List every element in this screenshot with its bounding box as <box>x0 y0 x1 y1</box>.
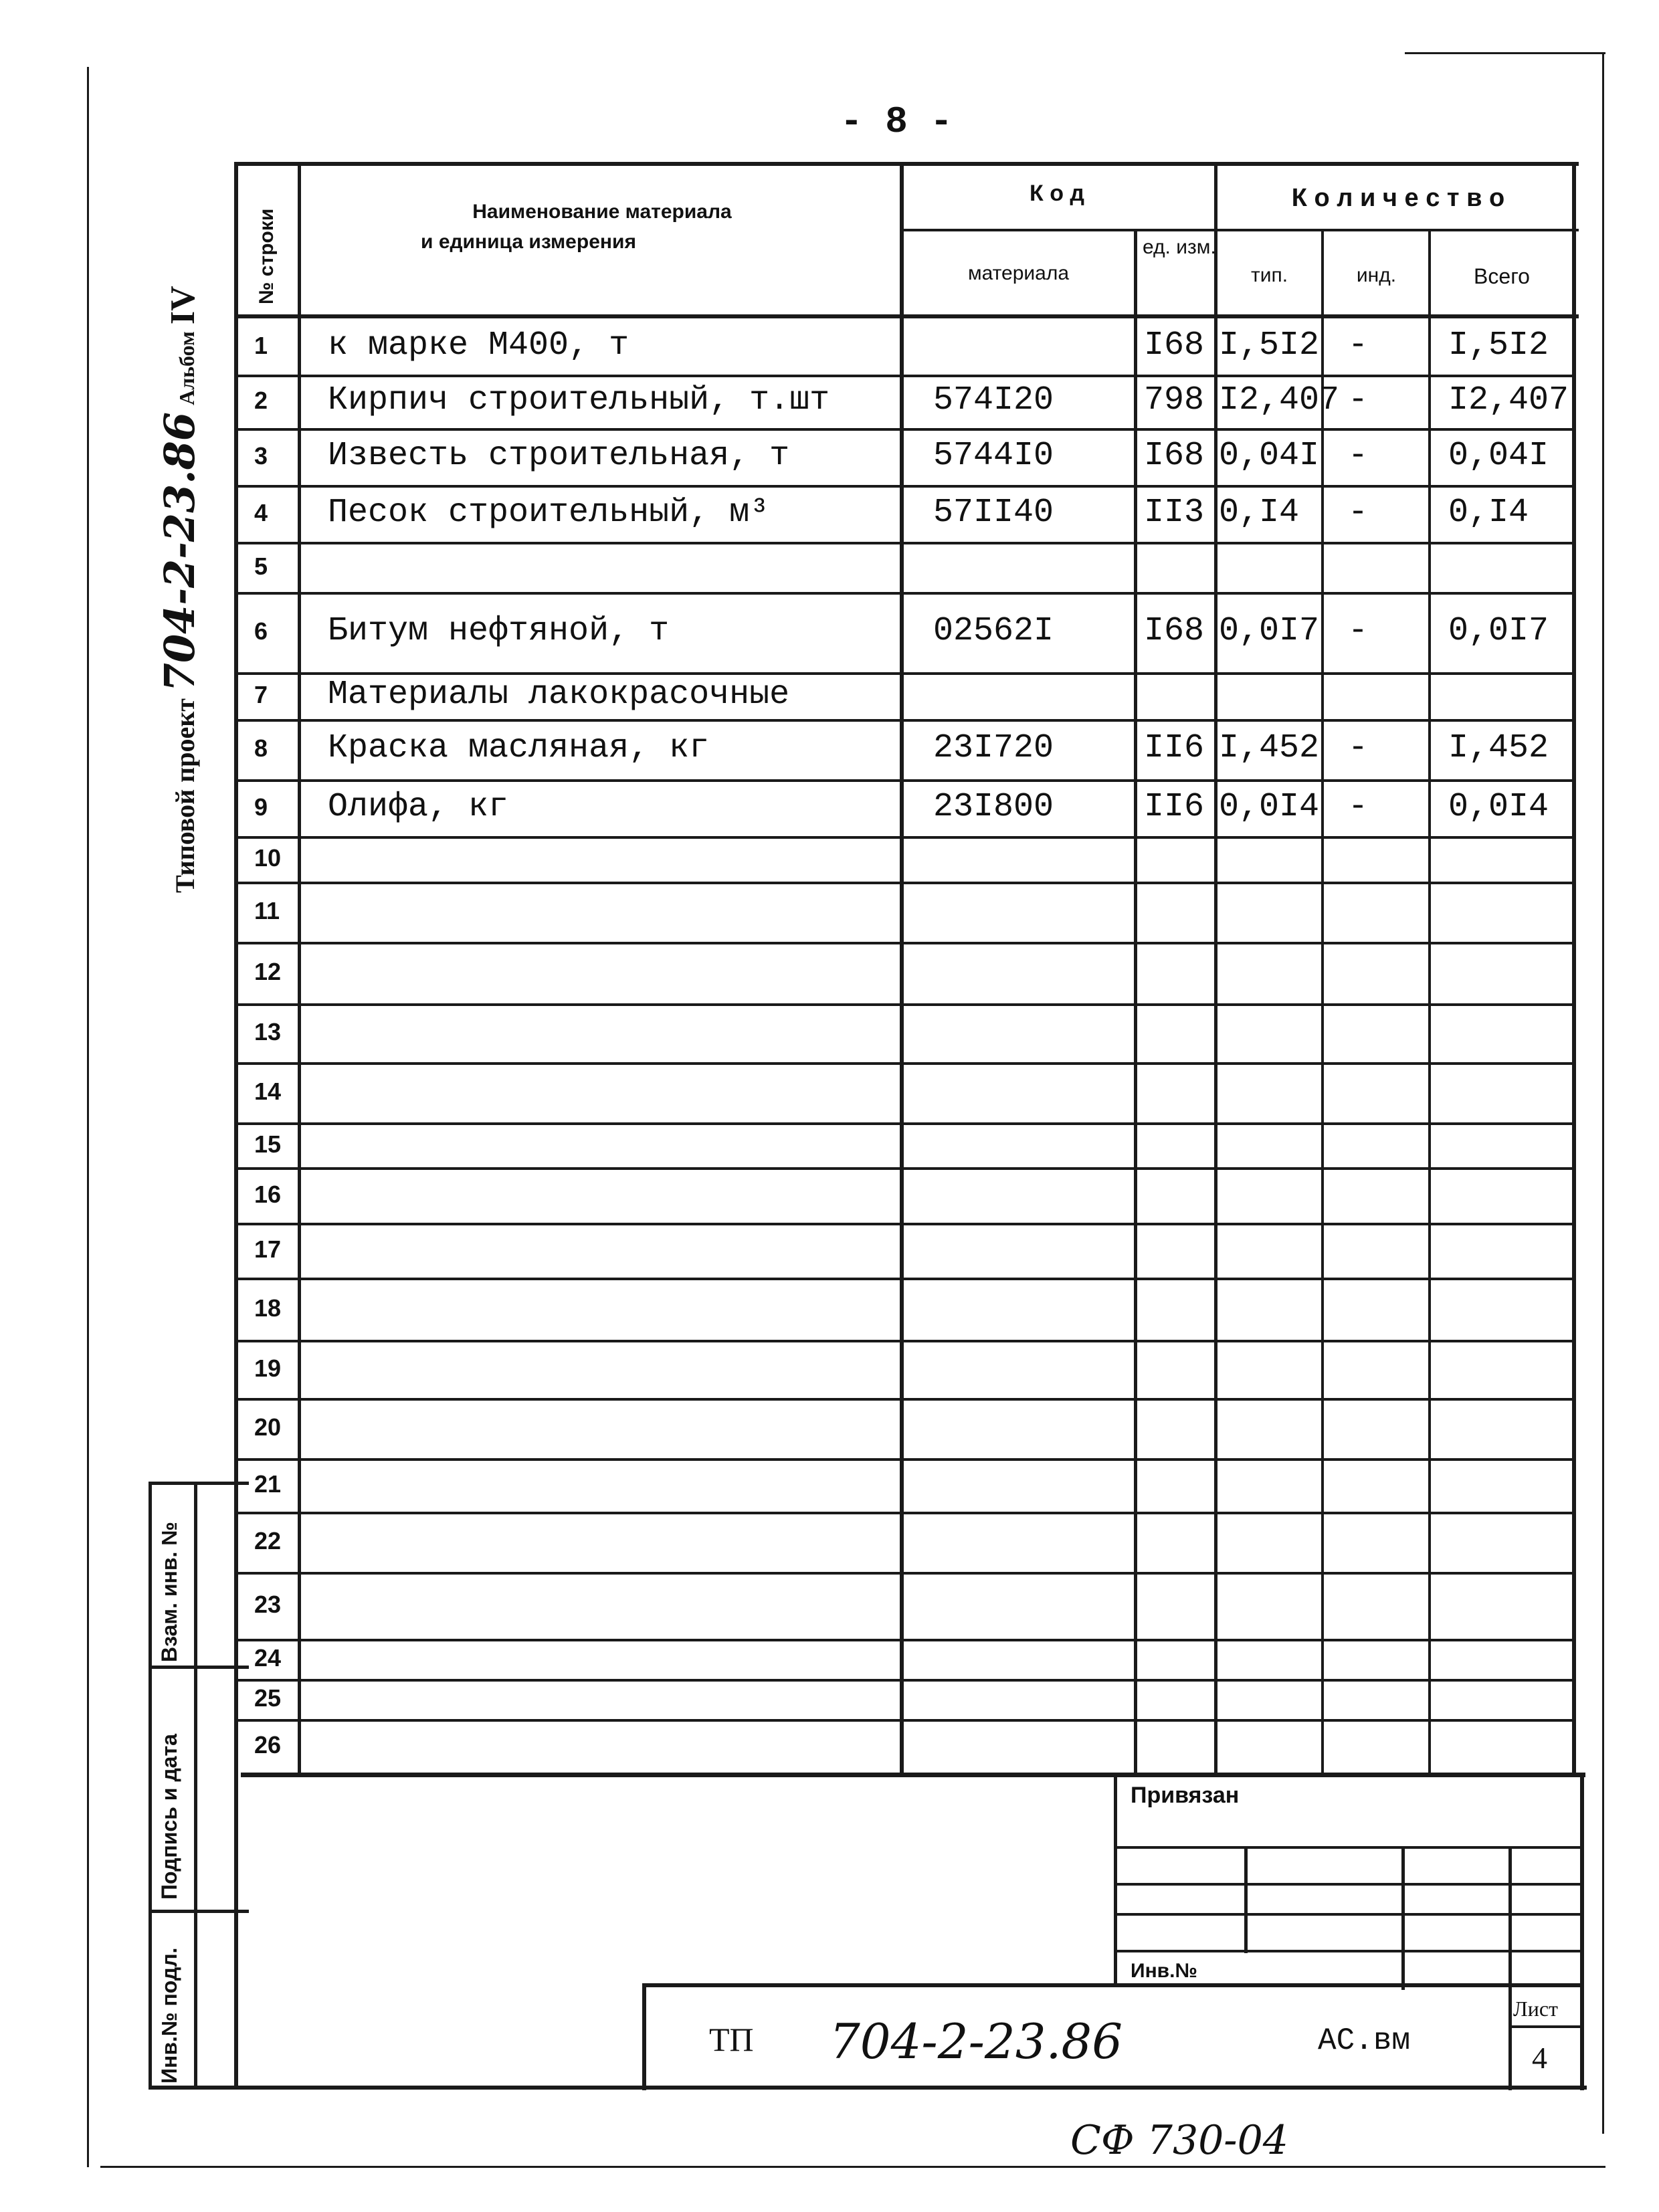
cell-unit: II6 <box>1144 729 1205 767</box>
cell-typ: I,452 <box>1219 729 1320 767</box>
row-divider <box>234 1340 1575 1342</box>
header-code-group: К о д <box>1030 181 1084 206</box>
header-qty-group: К о л и ч е с т в о <box>1291 184 1505 212</box>
row-divider <box>234 672 1575 675</box>
header-name-line2: и единица измерения <box>421 231 636 253</box>
cell-n: 18 <box>254 1294 282 1322</box>
side-album-label: Альбом <box>175 331 199 405</box>
cell-n: 2 <box>254 387 268 414</box>
cell-n: 24 <box>254 1644 282 1672</box>
cell-typ: 0,0I7 <box>1219 612 1320 650</box>
row-divider <box>234 1679 1575 1682</box>
row-divider <box>234 719 1575 722</box>
row-divider <box>234 375 1575 377</box>
cell-unit: I68 <box>1144 436 1205 475</box>
cell-ind: - <box>1348 787 1369 826</box>
cell-total: I,5I2 <box>1448 326 1549 365</box>
cell-n: 21 <box>254 1470 282 1498</box>
stamp-replace-inv: Взам. инв. № <box>157 1522 181 1662</box>
cell-ind: - <box>1348 381 1369 419</box>
cell-total: 0,0I4 <box>1448 787 1549 826</box>
row-divider <box>234 942 1575 944</box>
cell-n: 12 <box>254 958 282 985</box>
row-divider <box>234 592 1575 595</box>
cell-total: 0,I4 <box>1448 493 1529 532</box>
cell-unit: I68 <box>1144 612 1205 650</box>
cell-code: 57II40 <box>933 493 1054 532</box>
cell-n: 1 <box>254 331 268 359</box>
cell-n: 10 <box>254 844 282 872</box>
row-divider <box>234 428 1575 431</box>
row-divider <box>234 1398 1575 1401</box>
header-name-line1: Наименование материала <box>472 201 732 223</box>
cell-n: 8 <box>254 734 268 762</box>
cell-name: Материалы лакокрасочные <box>328 676 790 714</box>
row-divider <box>234 1278 1575 1280</box>
doc-mark: АС.вм <box>1318 2023 1411 2058</box>
cell-name: Кирпич строительный, т.шт <box>328 381 830 419</box>
cell-name: Известь строительная, т <box>328 436 790 475</box>
cell-typ: I2,407 <box>1219 381 1340 419</box>
cell-typ: 0,I4 <box>1219 493 1300 532</box>
cell-n: 22 <box>254 1527 282 1554</box>
footer-rule <box>100 2166 1605 2168</box>
row-divider <box>234 1062 1575 1065</box>
header-code-unit: ед. изм. <box>1143 236 1216 258</box>
cell-unit: 798 <box>1144 381 1205 419</box>
cell-code: 23I800 <box>933 787 1054 826</box>
footer-note: СФ 730-04 <box>1070 2117 1288 2164</box>
cell-name: Олифа, кг <box>328 787 509 826</box>
cell-total: 0,04I <box>1448 436 1549 475</box>
cell-unit: II3 <box>1144 493 1205 532</box>
cell-typ: I,5I2 <box>1219 326 1320 365</box>
cell-name: Краска масляная, кг <box>328 729 710 767</box>
row-divider <box>234 1167 1575 1170</box>
header-code-material: материала <box>967 262 1070 284</box>
cell-name: к марке М400, т <box>328 326 629 365</box>
row-divider <box>234 779 1575 782</box>
cell-n: 14 <box>254 1078 282 1105</box>
cell-total: I,452 <box>1448 729 1549 767</box>
cell-n: 11 <box>254 897 280 924</box>
cell-name: Песок строительный, м³ <box>328 493 770 532</box>
row-divider <box>234 882 1575 884</box>
tp-label: ТП <box>709 2021 754 2058</box>
row-divider <box>234 485 1575 488</box>
cell-ind: - <box>1348 729 1369 767</box>
cell-ind: - <box>1348 326 1369 365</box>
cell-ind: - <box>1348 493 1369 532</box>
row-divider <box>234 836 1575 839</box>
cell-n: 6 <box>254 617 268 645</box>
sheet-number: 4 <box>1532 2041 1547 2075</box>
row-divider <box>234 1572 1575 1575</box>
bound-label: Привязан <box>1131 1783 1240 1808</box>
cell-n: 19 <box>254 1354 282 1382</box>
cell-n: 9 <box>254 793 268 821</box>
cell-n: 26 <box>254 1731 282 1758</box>
row-divider <box>234 1003 1575 1006</box>
left-margin-rule <box>87 67 89 2167</box>
cell-code: 23I720 <box>933 729 1054 767</box>
cell-n: 20 <box>254 1413 282 1441</box>
side-project-label: Типовой проект <box>170 698 200 893</box>
cell-ind: - <box>1348 436 1369 475</box>
side-album-number: IV <box>164 286 202 325</box>
row-divider <box>234 1223 1575 1225</box>
top-right-rule <box>1405 52 1605 54</box>
row-divider <box>234 1639 1575 1641</box>
row-divider <box>234 542 1575 544</box>
cell-n: 3 <box>254 441 268 470</box>
cell-n: 23 <box>254 1591 282 1618</box>
cell-typ: 0,0I4 <box>1219 787 1320 826</box>
cell-unit: I68 <box>1144 326 1205 365</box>
cell-n: 5 <box>254 552 268 580</box>
cell-name: Битум нефтяной, т <box>328 612 670 650</box>
header-qty-typ: тип. <box>1250 264 1288 286</box>
cell-typ: 0,04I <box>1219 436 1320 475</box>
stamp-sign-date: Подпись и дата <box>157 1734 181 1900</box>
row-divider <box>234 1458 1575 1461</box>
cell-n: 15 <box>254 1130 282 1158</box>
header-qty-ind: инд. <box>1356 264 1397 286</box>
cell-n: 4 <box>254 498 268 526</box>
row-divider <box>234 1122 1575 1125</box>
header-qty-total: Всего <box>1474 264 1530 288</box>
sheet-label: Лист <box>1513 1997 1559 2021</box>
cell-unit: II6 <box>1144 787 1205 826</box>
page-number: - 8 - <box>840 100 953 143</box>
cell-n: 17 <box>254 1235 282 1263</box>
inv-no-label: Инв.№ <box>1131 1960 1197 1982</box>
cell-ind: - <box>1348 612 1369 650</box>
cell-n: 13 <box>254 1018 282 1045</box>
cell-total: 0,0I7 <box>1448 612 1549 650</box>
row-divider <box>234 1719 1575 1722</box>
cell-n: 16 <box>254 1180 282 1208</box>
cell-code: 574I20 <box>933 381 1054 419</box>
cell-code: 5744I0 <box>933 436 1054 475</box>
side-title <box>155 286 204 893</box>
cell-n: 25 <box>254 1684 282 1712</box>
side-project-code: 704-2-23.86 <box>155 411 204 692</box>
stamp-orig-inv: Инв.№ подл. <box>157 1947 181 2084</box>
row-divider <box>234 1512 1575 1514</box>
cell-n: 7 <box>254 681 268 708</box>
tp-code: 704-2-23.86 <box>830 2013 1123 2070</box>
right-margin-rule <box>1602 54 1604 2134</box>
cell-code: 02562I <box>933 612 1054 650</box>
header-row-no: № строки <box>256 208 278 304</box>
cell-total: I2,407 <box>1448 381 1569 419</box>
